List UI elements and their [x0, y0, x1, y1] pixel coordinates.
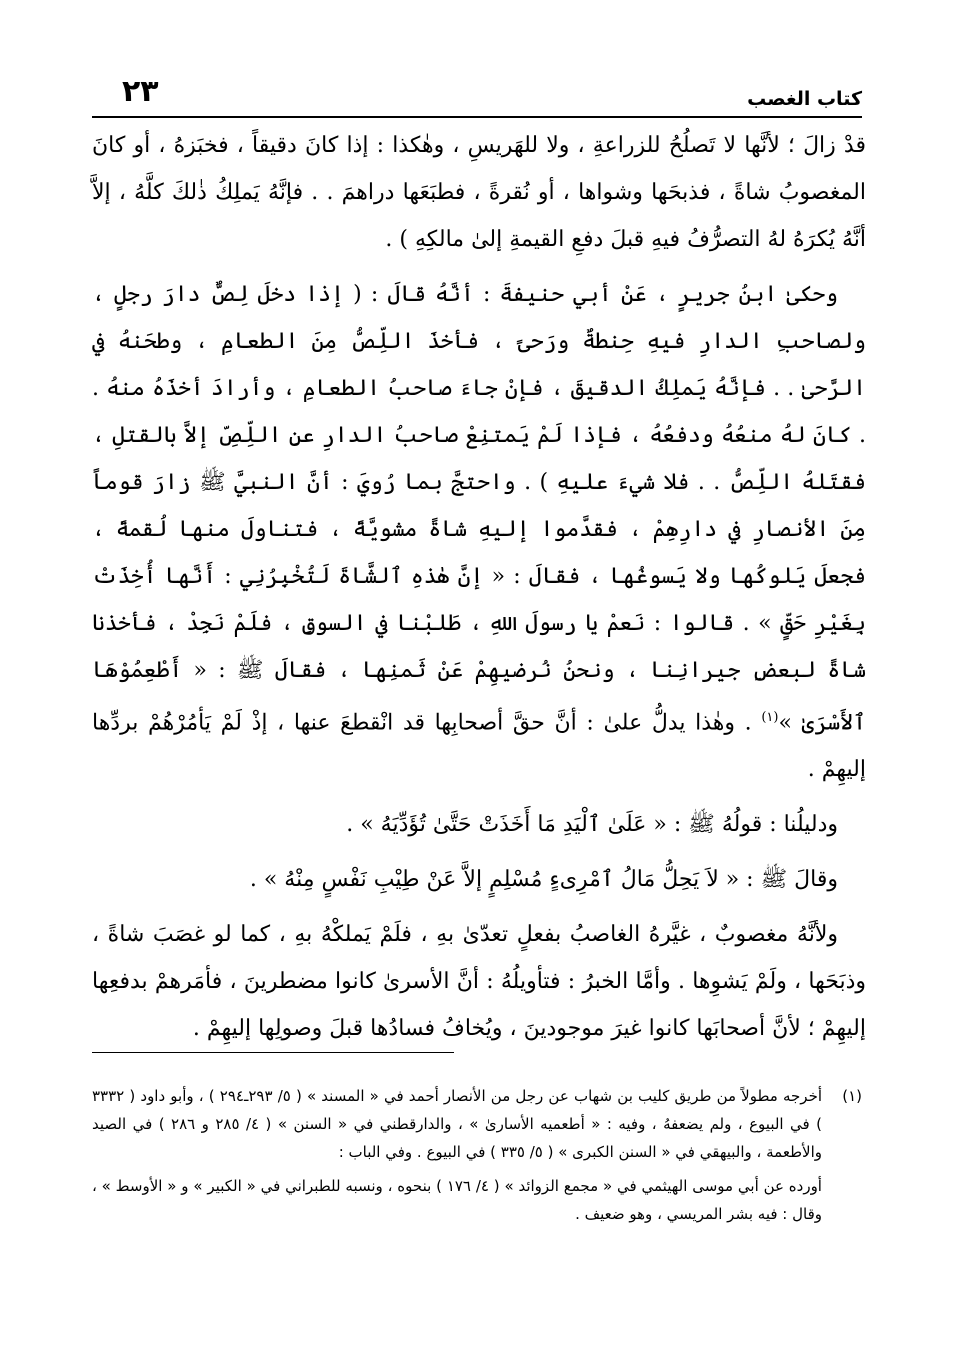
paragraph: وقالَ ﷺ : « لاَ يَحِلُّ مَالُ ٱمْرِىءٍ مُسْلِمٍ إلاَّ عَنْ طِيْبِ نَفْسٍ مِنْهُ » .: [249, 867, 838, 893]
footnotes: [92, 1082, 862, 1228]
footnote-number: (١): [842, 1087, 862, 1105]
footnote-text: أخرجه مطولاً من طريق كليب بن شهاب عن رجل من الأنصار أحمد في « المسند » ( ٥/ ٢٩٣ـ٢٩٤ ) ، وأبو داود ( ٣٣٣٢ ) في البيوع ، ولم يضعفهُ ، وفيه : « أطعميه الأسارىٰ » ، والدارقطني في « السنن » ( ٤/ ٢٨٥ و ٢٨٦ ) في الصيد والأطعمة ، والبيهقي في « السنن الكبرى » ( ٥/ ٣٣٥ ) في البيوع . وفي الباب :: [92, 1087, 823, 1161]
footnote-continuation: أورده عن أبي موسى الهيثمي في « مجمع الزوائد » ( ٤/ ١٧٦ ) بنحوه ، ونسبه للطبراني في « الكبير » و « الأوسط » ، وقال : فيه بشر المريسي ، وهو ضعيف .: [92, 1177, 822, 1223]
header-divider: [92, 116, 862, 118]
paragraph: ولأنَّهُ مغصوبٌ ، غيَّرهُ الغاصبُ بفعلٍ تعدّىٰ بهِ ، فلَمْ يَملكْهُ بهِ ، كما لو غصَبَ شاةً ، وذبَحَها ، ولَمْ يَشوِها . وأمَّا الخبرُ : فتأويلُهُ : أنَّ الأسرىٰ كانوا مضطرينَ ، فأمَرهمْ بدفعِها إليهِمْ ؛ لأنَّ أصحابَها كانوا غيرَ موجودينَ ، ويُخافُ فسادُها قبلَ وصولِها إليهِمْ .: [92, 922, 866, 1042]
paragraph-text: وهٰذا يدلُّ علىٰ : أنَّ حقَّ أصحابِها قد انْقطعَ عنها ، إذْ لَمْ يَأمُرْهُمْ بردِّها إليهِمْ .: [92, 710, 866, 783]
book-title: كتاب الغصب: [747, 88, 862, 110]
page-header: [92, 74, 862, 114]
footnote-reference: (١): [761, 710, 779, 725]
footnote-item: [92, 1082, 862, 1166]
paragraph: قدْ زالَ ؛ لأنَّها لا تَصلُحُ للزراعةِ ، ولا للهَريسِ ، وهٰكذا : إذا كانَ دقيقاً ، فخبَزهُ ، أو كانَ المغصوبُ شاةً ، فذبحَها وشواها ، أو نُقرةً ، فطبَعَها دراهمَ . . فإنَّهُ يَملِكُ ذٰلكَ كلَّهُ ، إلاَّ أنَّهُ يُكرَهُ لهُ التصرُّفُ فيهِ قبلَ دفعِ القيمةِ إلىٰ مالكِهِ ) .: [92, 133, 866, 252]
footnote-divider: [92, 1052, 454, 1053]
paragraph: وحكىٰ ابنُ جريرٍ ، عَنْ أبي حنيفةَ : أنَّهُ قالَ : ( إذا دخلَ لِصٌّ دارَ رجلٍ ، ولصاحبِ الدارِ فيهِ حِنطةٌ ورَحىً ، فأخذَ اللِّصُّ مِنَ الطعامِ ، وطحَنهُ في الرَّحىٰ . . فإنَّهُ يَملِكُ الدقيقَ ، فإنْ جاءَ صاحبُ الطعامِ ، وأرادَ أخذَهُ منهُ . . كانَ لهُ منعُهُ ودفعُهُ ، فإذا لَمْ يَمتنِعْ صاحبُ الدارِ عنِ اللِّصِّ إلاَّ بالقتلِ ، فقتَلهُ اللِّصُّ . . فلا شيءَ عليهِ ) . واحتجَّ بما رُويَ : أنَّ النبيَّ ﷺ زارَ قوماً مِنَ الأنصارِ في دارِهِمْ ، فقدَّموا إليهِ شاةً مشويَّةً ، فتناولَ منها لُقمةً ، فجعلَ يَلوكُها ولا يَسوغُها ، فقالَ : « إنَّ هٰذهِ ٱلشَّاةَ لَتُخْبِرُنِي : أَنَّها أُخِذَتْ بِغَيْرِ حَقٍّ » . قالوا : نَعمْ يا رسولَ اللهِ ، طَلبْنا في السوقِ ، فلَمْ نَجِدْ ، فأخذنا شاةً لبعضِ جيرانِنا ، ونحنُ نُرضيهِمْ عَنْ ثَمنِها ، فقالَ ﷺ : « أَطْعِمُوْهَا ٱلأَسْرَىٰ »$^{(١)}$ . وهٰذا يدلُّ علىٰ : أنَّ حقَّ أصحابِها قد انْقطعَ عنها ، إذْ لَمْ يَأمُرْهُمْ بردِّها إليهِمْ .: [92, 282, 867, 783]
paragraph: ودليلُنا : قولُهُ ﷺ : « عَلَىٰ ٱلْيَدِ مَا أَخَذَتْ حَتَّىٰ تُؤَدِّيَهُ » .: [346, 812, 838, 838]
page-number: ٢٣: [122, 74, 159, 109]
paragraph-text: وحكىٰ ابنُ جريرٍ ، عَنْ أبي حنيفةَ : أنَّهُ قالَ : ( إذا دخلَ لِصٌّ دارَ رجلٍ ، ولصاحبِ الدارِ فيهِ حِنطةٌ ورَحىً ، فأخذَ اللِّصُّ مِنَ الطعامِ ، وطحَنهُ في الرَّحىٰ . . فإنَّهُ يَملِكُ الدقيقَ ، فإنْ جاءَ صاحبُ الطعامِ ، وأرادَ أخذَهُ منهُ . . كانَ لهُ منعُهُ ودفعُهُ ، فإذا لَمْ يَمتنِعْ صاحبُ الدارِ عنِ اللِّصِّ إلاَّ بالقتلِ ، فقتَلهُ اللِّصُّ . . فلا شيءَ عليهِ ) . واحتجَّ بما رُويَ : أنَّ النبيَّ ﷺ زارَ قوماً مِنَ الأنصارِ في دارِهِمْ ، فقدَّموا إليهِ شاةً مشويَّةً ، فتناولَ منها لُقمةً ، فجعلَ يَلوكُها ولا يَسوغُها ، فقالَ : « إنَّ هٰذهِ ٱلشَّاةَ لَتُخْبِرُنِي : أَنَّها أُخِذَتْ بِغَيْرِ حَقٍّ » . قالوا : نَعمْ يا رسولَ اللهِ ، طَلبْنا في السوقِ ، فلَمْ نَجِدْ ، فأخذنا شاةً لبعضِ جيرانِنا ، ونحنُ نُرضيهِمْ عَنْ ثَمنِها ، فقالَ ﷺ : « أَطْعِمُوْهَا ٱلأَسْرَىٰ »: [92, 282, 867, 736]
main-text: [92, 122, 866, 1060]
